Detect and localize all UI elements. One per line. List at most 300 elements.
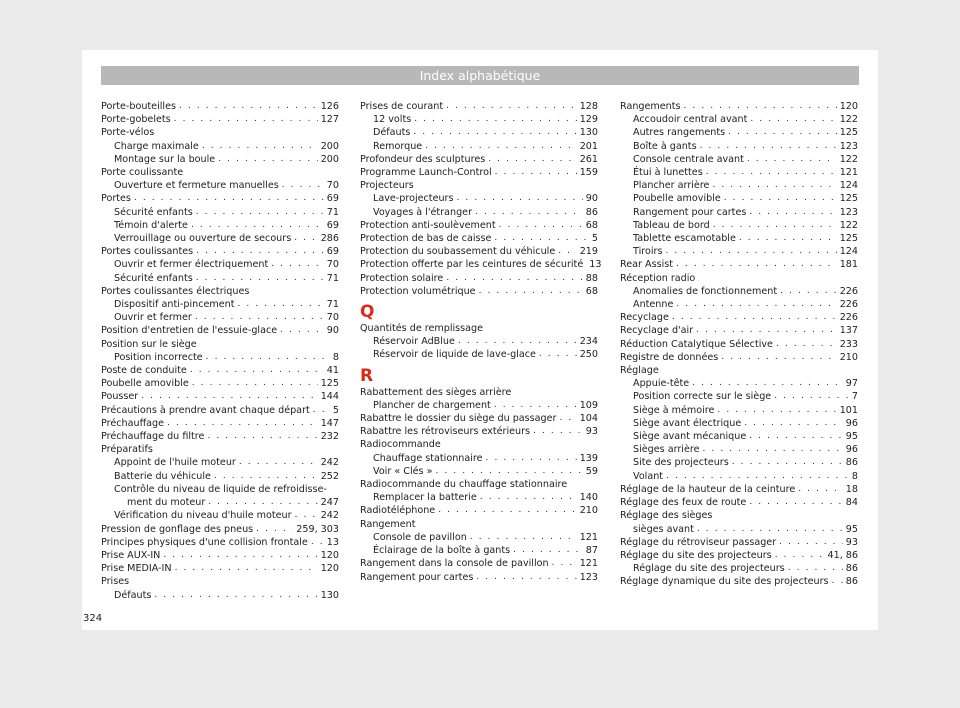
dot-leader — [832, 575, 843, 588]
entry-label: Rangements — [620, 101, 681, 112]
entry-label: Batterie du véhicule — [114, 470, 211, 482]
index-entry — [101, 390, 339, 403]
index-entry — [620, 536, 858, 549]
dot-leader — [154, 589, 317, 602]
entry-label: Recyclage — [620, 312, 669, 324]
entry-label: Rangement pour cartes — [633, 206, 747, 218]
dot-leader — [774, 390, 849, 403]
entry-page-ref: 123 — [579, 571, 598, 583]
dot-leader — [313, 404, 330, 417]
index-entry — [620, 272, 858, 285]
entry-page-ref: 71 — [326, 206, 339, 218]
dot-leader — [280, 324, 324, 337]
index-subentry — [620, 443, 858, 456]
dot-leader — [676, 258, 837, 271]
entry-label: Réglage de la hauteur de la ceinture — [620, 483, 796, 495]
dot-leader — [207, 430, 317, 443]
dot-leader — [413, 126, 576, 139]
entry-page-ref: 137 — [839, 325, 858, 337]
index-subentry — [620, 166, 858, 179]
dot-leader — [724, 192, 837, 205]
index-subentry — [620, 192, 858, 205]
entry-page-ref: 128 — [579, 101, 598, 112]
dot-leader — [717, 404, 836, 417]
index-subentry — [620, 206, 858, 219]
index-entry — [620, 575, 858, 588]
dot-leader — [163, 549, 317, 562]
entry-page-ref: 96 — [845, 417, 858, 429]
entry-label: Charge maximale — [114, 140, 199, 152]
entry-page-ref: 124 — [839, 246, 858, 258]
index-subentry — [101, 456, 339, 469]
entry-page-ref: 84 — [845, 497, 858, 509]
entry-label: Préparatifs — [101, 444, 153, 456]
entry-label: Dispositif anti-pincement — [114, 299, 235, 311]
entry-label: Autres rangements — [633, 127, 726, 139]
entry-page-ref: 123 — [839, 206, 858, 218]
index-entry — [101, 364, 339, 377]
entry-label: Appoint de l'huile moteur — [114, 457, 236, 469]
dot-leader — [480, 491, 577, 504]
index-subentry — [360, 192, 598, 205]
entry-page-ref: 68 — [585, 219, 598, 231]
entry-label: Sièges arrière — [633, 444, 700, 456]
entry-page-ref: 125 — [320, 378, 339, 390]
entry-page-ref: 144 — [320, 391, 339, 403]
dot-leader — [703, 443, 843, 456]
entry-label: Rear Assist — [620, 259, 673, 271]
entry-label: Anomalies de fonctionnement — [633, 285, 778, 297]
dot-leader — [294, 232, 317, 245]
index-subentry — [101, 272, 339, 285]
dot-leader — [134, 192, 324, 205]
entry-label: Prise AUX-IN — [101, 549, 161, 561]
index-entry — [620, 351, 858, 364]
dot-leader — [712, 179, 836, 192]
entry-label: Montage sur la boule — [114, 153, 216, 165]
index-entry — [360, 504, 598, 517]
entry-label: Plancher arrière — [633, 180, 710, 192]
index-entry — [360, 438, 598, 451]
entry-page-ref: 123 — [839, 140, 858, 152]
entry-label: Défauts — [373, 127, 411, 139]
entry-page-ref: 147 — [320, 417, 339, 429]
entry-page-ref: 8 — [851, 470, 858, 482]
index-entry — [360, 232, 598, 245]
dot-leader — [196, 245, 324, 258]
index-entry — [101, 245, 339, 258]
entry-page-ref: 127 — [320, 114, 339, 126]
index-entry — [101, 536, 339, 549]
entry-label: Rangement — [360, 518, 416, 530]
index-subentry — [101, 470, 339, 483]
index-subentry — [101, 258, 339, 271]
entry-label: Profondeur des sculptures — [360, 153, 486, 165]
index-entry — [620, 496, 858, 509]
dot-leader — [190, 364, 324, 377]
entry-label: Vérification du niveau d'huile moteur — [114, 510, 292, 522]
entry-page-ref: 130 — [579, 127, 598, 139]
index-entry — [101, 126, 339, 139]
index-subentry — [360, 452, 598, 465]
dot-leader — [214, 470, 318, 483]
index-entry — [360, 285, 598, 298]
dot-leader — [692, 377, 843, 390]
entry-label: Remorque — [373, 140, 423, 152]
entry-label: Porte coulissante — [101, 167, 184, 179]
entry-label: Protection du soubassement du véhicule — [360, 246, 556, 258]
dot-leader — [732, 456, 843, 469]
entry-page-ref: 200 — [320, 153, 339, 165]
dot-leader — [666, 470, 849, 483]
dot-leader — [706, 166, 837, 179]
index-entry — [101, 523, 339, 536]
entry-label: Réglage du site des projecteurs — [633, 563, 785, 575]
entry-label: Position sur le siège — [101, 338, 197, 350]
index-entry — [101, 430, 339, 443]
entry-label: Rangement dans la console de pavillon — [360, 558, 549, 570]
index-entry — [360, 386, 598, 399]
entry-page-ref: 13 — [589, 259, 602, 271]
index-subentry — [360, 113, 598, 126]
entry-page-ref: 210 — [839, 351, 858, 363]
dot-leader — [728, 126, 837, 139]
index-subentry — [101, 219, 339, 232]
dot-leader — [700, 140, 837, 153]
entry-label: Accoudoir central avant — [633, 114, 748, 126]
dot-leader — [192, 377, 318, 390]
entry-page-ref: 247 — [320, 497, 339, 509]
dot-leader — [470, 531, 577, 544]
index-entry — [101, 100, 339, 113]
index-entry — [360, 571, 598, 584]
index-entry — [360, 425, 598, 438]
entry-label: Projecteurs — [360, 180, 414, 192]
index-subentry — [620, 113, 858, 126]
entry-page-ref: 210 — [579, 505, 598, 517]
entry-label: Recyclage d'air — [620, 325, 694, 337]
entry-label: Protection offerte par les ceintures de sécurité — [360, 259, 584, 271]
entry-page-ref: 252 — [320, 470, 339, 482]
entry-label: Témoin d'alerte — [114, 219, 188, 231]
dot-leader — [499, 219, 583, 232]
entry-page-ref: 122 — [839, 114, 858, 126]
index-subentry — [101, 311, 339, 324]
dot-leader — [676, 298, 836, 311]
dot-leader — [196, 206, 324, 219]
entry-label: Préchauffage — [101, 417, 165, 429]
entry-label: Position correcte sur le siège — [633, 391, 772, 403]
entry-label: Console centrale avant — [633, 153, 744, 165]
index-subentry — [360, 348, 598, 361]
entry-page-ref: 232 — [320, 431, 339, 443]
entry-page-ref: 5 — [591, 233, 598, 245]
entry-label: Ouvrir et fermer électriquement — [114, 259, 269, 271]
entry-page-ref: 126 — [320, 101, 339, 112]
entry-label: Plancher de chargement — [373, 399, 491, 411]
dot-leader — [749, 430, 843, 443]
entry-label: Réglage — [620, 365, 659, 377]
entry-label: Pression de gonflage des pneus — [101, 523, 254, 535]
index-subentry — [101, 496, 339, 509]
entry-page-ref: 109 — [579, 399, 598, 411]
page-number: 324 — [83, 613, 103, 624]
entry-label: Quantités de remplissage — [360, 323, 484, 335]
index-entry — [101, 324, 339, 337]
entry-page-ref: 120 — [320, 549, 339, 561]
index-entry — [101, 443, 339, 456]
dot-leader — [539, 348, 577, 361]
entry-label: Volant — [633, 470, 664, 482]
entry-label: Tablette escamotable — [633, 233, 736, 245]
dot-leader — [208, 496, 317, 509]
index-subentry — [620, 456, 858, 469]
index-subentry — [101, 140, 339, 153]
dot-leader — [486, 452, 577, 465]
index-subentry — [620, 140, 858, 153]
index-entry — [360, 153, 598, 166]
entry-page-ref: 8 — [332, 351, 339, 363]
index-entry — [360, 245, 598, 258]
index-subentry — [620, 523, 858, 536]
entry-page-ref: 86 — [585, 206, 598, 218]
entry-page-ref: 181 — [839, 259, 858, 271]
entry-label: Réservoir AdBlue — [373, 336, 455, 348]
dot-leader — [282, 179, 324, 192]
index-entry — [360, 518, 598, 531]
entry-label: Poubelle amovible — [633, 193, 721, 205]
entry-label: Prise MEDIA-IN — [101, 563, 172, 575]
entry-label: Rabattre les rétroviseurs extérieurs — [360, 426, 531, 438]
entry-label: Prises de courant — [360, 101, 444, 112]
dot-leader — [665, 245, 836, 258]
entry-label: Radiocommande — [360, 439, 441, 451]
entry-label: Réglage dynamique du site des projecteurs — [620, 576, 829, 588]
index-subentry — [360, 206, 598, 219]
index-subentry — [620, 430, 858, 443]
entry-label: Réservoir de liquide de lave-glace — [373, 349, 536, 361]
entry-page-ref: 140 — [579, 492, 598, 504]
entry-label: Radiotéléphone — [360, 505, 436, 517]
entry-label: Programme Launch-Control — [360, 167, 492, 179]
dot-leader — [696, 324, 837, 337]
index-subentry — [620, 219, 858, 232]
index-entry — [101, 285, 339, 298]
entry-label: Verrouillage ou ouverture de secours — [114, 233, 292, 245]
entry-label: Chauffage stationnaire — [373, 452, 483, 464]
index-subentry — [360, 126, 598, 139]
entry-label: Portes coulissantes électriques — [101, 285, 250, 297]
entry-page-ref: 125 — [839, 233, 858, 245]
entry-label: Tiroirs — [633, 246, 663, 258]
entry-page-ref: 70 — [326, 312, 339, 324]
dot-leader — [141, 390, 317, 403]
dot-leader — [750, 113, 836, 126]
dot-leader — [446, 272, 582, 285]
entry-label: Préchauffage du filtre — [101, 431, 205, 443]
index-entry — [620, 258, 858, 271]
dot-leader — [206, 351, 330, 364]
entry-page-ref: 13 — [326, 536, 339, 548]
index-subentry — [101, 351, 339, 364]
index-subentry — [101, 232, 339, 245]
entry-page-ref: 5 — [332, 404, 339, 416]
index-entry — [360, 412, 598, 425]
dot-leader — [494, 232, 588, 245]
dot-leader — [479, 285, 583, 298]
index-subentry — [360, 399, 598, 412]
dot-leader — [552, 557, 577, 570]
index-entry — [620, 311, 858, 324]
index-subentry — [620, 232, 858, 245]
dot-leader — [558, 245, 576, 258]
entry-label: Rangement pour cartes — [360, 571, 474, 583]
dot-leader — [721, 351, 836, 364]
entry-page-ref: 120 — [839, 101, 858, 112]
entry-page-ref: 71 — [326, 272, 339, 284]
entry-page-ref: 129 — [579, 114, 598, 126]
entry-page-ref: 122 — [839, 153, 858, 165]
entry-label: Poste de conduite — [101, 365, 187, 377]
entry-label: Remplacer la batterie — [373, 492, 477, 504]
dot-leader — [475, 206, 583, 219]
dot-leader — [179, 100, 318, 113]
entry-page-ref: 101 — [839, 404, 858, 416]
index-entry — [360, 272, 598, 285]
entry-label: ment du moteur — [127, 497, 206, 509]
index-subentry — [620, 417, 858, 430]
dot-leader — [747, 153, 837, 166]
index-column-1 — [101, 100, 339, 602]
entry-label: Siège à mémoire — [633, 404, 715, 416]
entry-label: Site des projecteurs — [633, 457, 729, 469]
entry-label: Pousser — [101, 391, 139, 403]
index-entry — [101, 575, 339, 588]
index-column-3 — [620, 100, 858, 589]
entry-label: Protection de bas de caisse — [360, 233, 492, 245]
entry-label: Console de pavillon — [373, 531, 467, 543]
index-subentry — [101, 153, 339, 166]
index-entry — [620, 338, 858, 351]
dot-leader — [776, 338, 837, 351]
index-entry — [360, 258, 602, 271]
entry-label: Sécurité enfants — [114, 206, 193, 218]
index-subentry — [620, 377, 858, 390]
entry-page-ref: 90 — [585, 193, 598, 205]
index-entry — [360, 322, 598, 335]
index-entry — [101, 377, 339, 390]
entry-page-ref: 59 — [585, 465, 598, 477]
entry-page-ref: 104 — [579, 413, 598, 425]
dot-leader — [779, 536, 843, 549]
dot-leader — [684, 100, 837, 113]
entry-label: Appuie-tête — [633, 378, 690, 390]
index-entry — [360, 219, 598, 232]
entry-label: Principes physiques d'une collision frontale — [101, 536, 308, 548]
entry-page-ref: 95 — [845, 523, 858, 535]
dot-leader — [788, 562, 843, 575]
entry-label: Contrôle du niveau de liquide de refroidisse- — [114, 483, 327, 495]
dot-leader — [414, 113, 576, 126]
dot-leader — [202, 140, 318, 153]
entry-label: 12 volts — [373, 114, 412, 126]
entry-label: Position d'entretien de l'essuie-glace — [101, 325, 278, 337]
entry-page-ref: 86 — [845, 457, 858, 469]
entry-page-ref: 200 — [320, 140, 339, 152]
index-subentry — [101, 483, 339, 496]
entry-page-ref: 69 — [326, 193, 339, 205]
entry-page-ref: 125 — [839, 193, 858, 205]
entry-label: Protection solaire — [360, 272, 444, 284]
dot-leader — [218, 153, 318, 166]
entry-page-ref: 70 — [326, 180, 339, 192]
dot-leader — [495, 166, 577, 179]
index-subentry — [620, 285, 858, 298]
entry-label: Prises — [101, 576, 130, 588]
index-subentry — [101, 589, 339, 602]
entry-page-ref: 70 — [326, 259, 339, 271]
dot-leader — [513, 544, 583, 557]
dot-leader — [798, 483, 843, 496]
index-subentry — [620, 153, 858, 166]
entry-label: Antenne — [633, 299, 674, 311]
index-entry — [101, 562, 339, 575]
entry-label: Défauts — [114, 589, 152, 601]
entry-page-ref: 125 — [839, 127, 858, 139]
entry-label: Voyages à l'étranger — [373, 206, 473, 218]
entry-page-ref: 120 — [320, 563, 339, 575]
dot-leader — [196, 272, 324, 285]
index-subentry — [101, 179, 339, 192]
entry-label: Porte-vélos — [101, 127, 155, 139]
dot-leader — [697, 523, 843, 536]
index-header-bar — [101, 66, 859, 85]
entry-page-ref: 68 — [585, 285, 598, 297]
entry-label: Protection volumétrique — [360, 285, 476, 297]
entry-page-ref: 242 — [320, 457, 339, 469]
section-letter: Q — [360, 302, 375, 323]
dot-leader — [494, 399, 577, 412]
entry-page-ref: 87 — [585, 545, 598, 557]
index-subentry — [620, 470, 858, 483]
index-subentry — [620, 390, 858, 403]
entry-page-ref: 86 — [845, 576, 858, 588]
entry-label: Voir « Clés » — [373, 465, 433, 477]
section-letter: R — [360, 365, 374, 386]
entry-label: Siège avant mécanique — [633, 431, 747, 443]
index-subentry — [360, 140, 598, 153]
index-entry — [620, 483, 858, 496]
entry-page-ref: 242 — [320, 510, 339, 522]
entry-label: Rabattement des sièges arrière — [360, 386, 512, 398]
dot-leader — [425, 140, 576, 153]
dot-leader — [438, 504, 576, 517]
dot-leader — [167, 417, 318, 430]
dot-leader — [311, 536, 324, 549]
index-entry — [360, 179, 598, 192]
index-subentry — [360, 544, 598, 557]
dot-leader — [780, 285, 837, 298]
dot-leader — [191, 219, 324, 232]
page-title: Index alphabétique — [419, 68, 541, 83]
entry-page-ref: 121 — [839, 167, 858, 179]
entry-page-ref: 233 — [839, 338, 858, 350]
dot-leader — [175, 562, 318, 575]
entry-page-ref: 7 — [851, 391, 858, 403]
entry-label: Radiocommande du chauffage stationnaire — [360, 479, 568, 491]
dot-leader — [239, 456, 318, 469]
index-entry — [360, 478, 598, 491]
